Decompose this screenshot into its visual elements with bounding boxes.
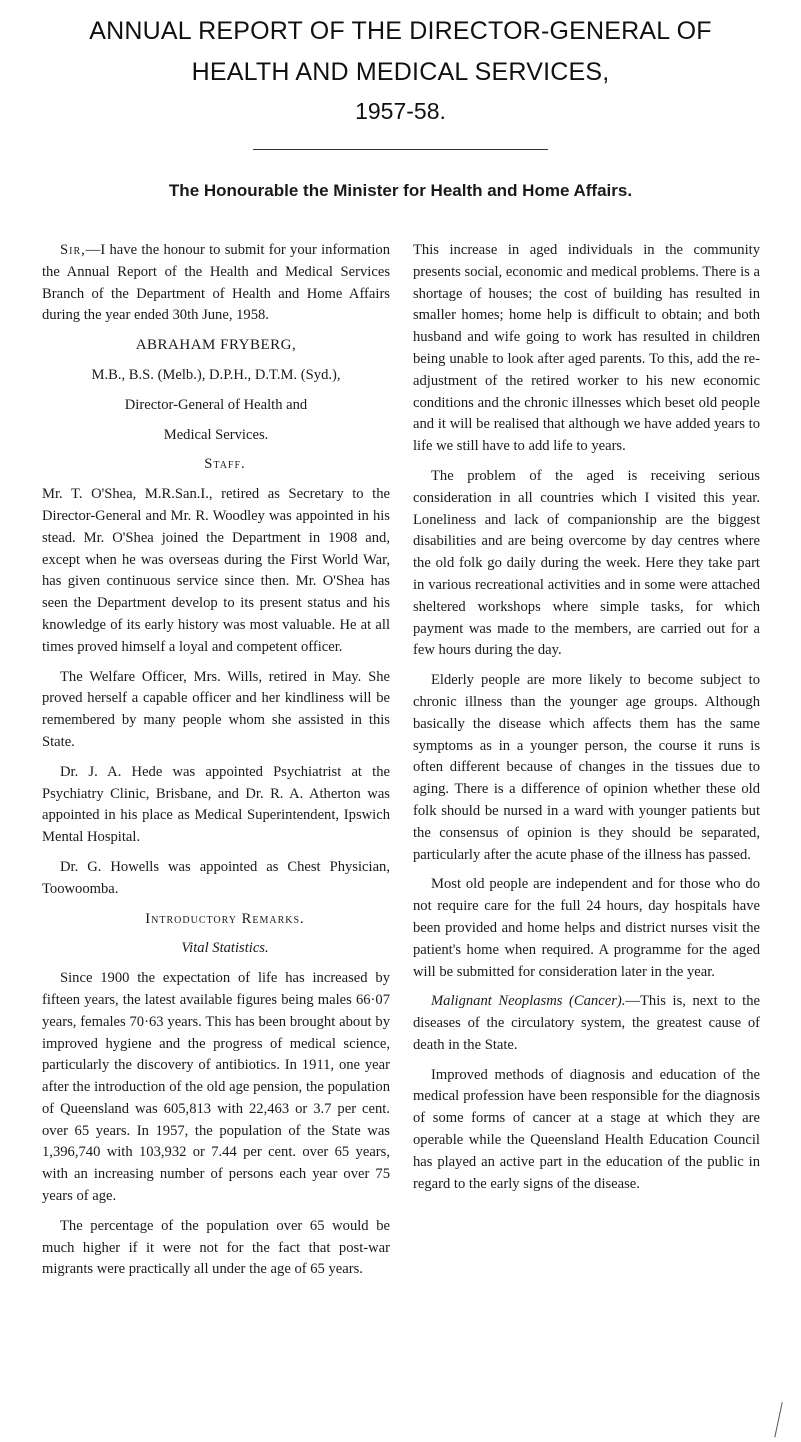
signature-degrees: M.B., B.S. (Melb.), D.P.H., D.T.M. (Syd.), [91, 366, 341, 383]
report-year: 1957-58. [355, 98, 446, 124]
addressee: The Honourable the Minister for Health and Home Affairs. [168, 181, 633, 200]
aged-paragraph-1: This increase in aged individuals in the community presents social, economic and medical problems. There is a shortage of houses; the cost of building has resulted in smaller homes; home help is difficult to obtain; and both husband and wife going to work has resulted in children being unable to look after aged parents. To this, add the re-adjustment of the retired worker to his new economic conditions and the chronic illnesses which beset old people and it will be realised that although we have added years to life we still have to add life to years. [413, 242, 760, 455]
salutation: Sir, [60, 242, 86, 258]
vital-paragraph-2: The percentage of the population over 65 would be much higher if it were not for the fact that post-war migrants were practically all under the age of 65 years. [42, 1217, 390, 1278]
staff-paragraph-1: Mr. T. O'Shea, M.R.San.I., retired as Secretary to the Director-General and Mr. R. Woodley was appointed in his stead. Mr. O'Shea joined the Department in 1908 and, except when he was overseas during the First World War, has given continuous service since then. Mr. O'Shea has seen the Department develop to its present status and his knowledge of its early history was most valuable. He at all times proved himself a loyal and competent officer. [42, 486, 390, 655]
intro-text: —I have the honour to submit for your information the Annual Report of the Health and Medical Services Branch of the Department of Health and Home Affairs during the year ended 30th June, 1958. [42, 242, 390, 324]
aged-paragraph-2: The problem of the aged is receiving serious consideration in all countries which I visited this year. Loneliness and lack of companionship are the biggest disabilities and are being overcome by day centres where the old folk go daily during the week. Here they take part in various recreational activities and in some were attached sheltered workshops where simple tasks, for which payment was made to the members, are carried out for a few hours during the day. [413, 467, 760, 659]
staff-paragraph-3: Dr. J. A. Hede was appointed Psychiatrist at the Psychiatry Clinic, Brisbane, and Dr. R. A. Atherton was appointed in his place as Medical Superintendent, Ipswich Mental Hospital. [42, 763, 390, 846]
staff-heading: Staff. [204, 456, 246, 473]
report-title-line-2: HEALTH AND MEDICAL SERVICES, [191, 58, 610, 86]
aged-paragraph-4: Most old people are independent and for those who do not require care for the full 24 hours, day hospitals have been provided and home helps and district nurses visit the patient's home when required. A programme for the aged will be submitted for consideration later in the year. [413, 876, 760, 980]
left-column [42, 240, 390, 1289]
right-column [413, 240, 760, 1203]
cancer-heading: Malignant Neoplasms (Cancer). [431, 993, 626, 1010]
vital-statistics-heading: Vital Statistics. [181, 940, 269, 957]
signature-name: ABRAHAM FRYBERG, [135, 337, 297, 354]
title-divider [253, 149, 548, 150]
staff-paragraph-2: The Welfare Officer, Mrs. Wills, retired in May. She proved herself a capable officer and her kindliness will be remembered by many people whom she assisted in this State. [42, 668, 390, 750]
introductory-remarks-heading: Introductory Remarks. [145, 910, 305, 927]
cancer-text: —This is, next to the diseases of the circulatory system, the greatest cause of death in the State. [413, 993, 760, 1053]
signature-title-1: Director-General of Health and [124, 396, 308, 413]
margin-pencil-mark [774, 1402, 784, 1438]
aged-paragraph-3: Elderly people are more likely to become subject to chronic illness than the younger age groups. Although basically the disease which affects them has the same symptoms as in a younger person, the course it runs is often different because of changes in the tissues due to aging. There is a difference of opinion whether these old folk should be nursed in a ward with younger patients but the consensus of opinion is they should be separated, particularly after the acute phase of the illness has passed. [413, 672, 760, 863]
vital-paragraph-1: Since 1900 the expectation of life has increased by fifteen years, the latest available figures being males 66·07 years, females 70·63 years. This has been brought about by improved hygiene and the progress of medical science, particularly the discovery of antibiotics. In 1911, one year after the introduction of the old age pension, the population of Queensland was 605,813 with 22,463 or 3.7 per cent. over 65 years. In 1957, the population of the State was 1,396,740 with 103,932 or 7.44 per cent. over 65 years, with an increasing number of persons each year over 75 years of age. [42, 970, 390, 1205]
report-title-line-1: ANNUAL REPORT OF THE DIRECTOR-GENERAL OF [89, 17, 712, 45]
cancer-paragraph [413, 991, 760, 1056]
staff-paragraph-4: Dr. G. Howells was appointed as Chest Physician, Toowoomba. [42, 858, 390, 897]
intro-paragraph [42, 240, 390, 327]
signature-title-2: Medical Services. [163, 426, 269, 443]
diagnosis-paragraph: Improved methods of diagnosis and education of the medical profession have been responsible for the diagnosis of some forms of cancer at a stage at which they are operable while the Queensland Health Education Council has played an active part in the education of the public in regard to the early signs of the disease. [413, 1066, 760, 1192]
